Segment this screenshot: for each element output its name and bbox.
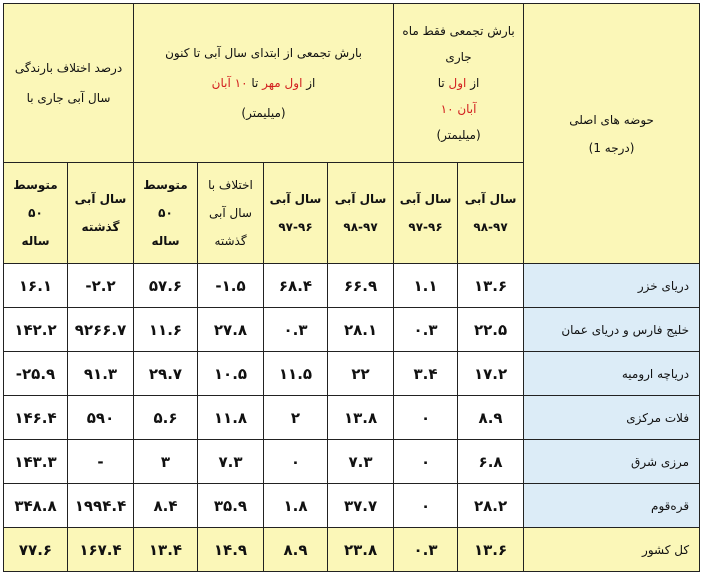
cell-cdiff: ۱۴.۹ [198,528,264,572]
cell-cavg: ۵۷.۶ [134,264,198,308]
cell-pprev: ۹۱.۳ [68,352,134,396]
cell-c9697: ۱۱.۵ [264,352,328,396]
cell-m9697: ۰ [394,396,458,440]
cell-pavg: -۲۵.۹ [4,352,68,396]
table-row [4,352,700,396]
cell-c9798: ۳۷.۷ [328,484,394,528]
cell-c9798: ۲۳.۸ [328,528,394,572]
basin-name: دریای خزر [524,264,700,308]
cell-cdiff: ۲۷.۸ [198,308,264,352]
sub-prev-year: سال آبی گذشته [68,163,134,264]
basin-name: قره‌قوم [524,484,700,528]
cell-m9798: ۱۳.۶ [458,528,524,572]
sub-month-9798: سال آبی ۹۸-۹۷ [458,163,524,264]
cell-c9798: ۲۲ [328,352,394,396]
table-row [4,396,700,440]
sub-cum-9798: سال آبی ۹۸-۹۷ [328,163,394,264]
cell-c9798: ۱۳.۸ [328,396,394,440]
cell-pavg: ۳۴۸.۸ [4,484,68,528]
cell-c9697: ۸.۹ [264,528,328,572]
basin-name: کل کشور [524,528,700,572]
cell-pavg: ۱۴۶.۴ [4,396,68,440]
sub-avg50: متوسط ۵۰ ساله [134,163,198,264]
cumulative-header: بارش تجمعی از ابتدای سال آبی تا کنون از اول مهر تا ۱۰ آبان (میلیمتر) [134,4,394,163]
cell-cavg: ۵.۶ [134,396,198,440]
cell-m9798: ۱۷.۲ [458,352,524,396]
diff-percent-header: درصد اختلاف بارندگی سال آبی جاری با [4,4,134,163]
cell-m9697: ۳.۴ [394,352,458,396]
cell-m9697: ۰.۳ [394,308,458,352]
cell-c9697: ۲ [264,396,328,440]
cell-cdiff: -۱.۵ [198,264,264,308]
sub-month-9697: سال آبی ۹۷-۹۶ [394,163,458,264]
cell-cavg: ۳ [134,440,198,484]
cell-m9697: ۰ [394,484,458,528]
cell-m9798: ۱۳.۶ [458,264,524,308]
cell-m9697: ۱.۱ [394,264,458,308]
cell-m9798: ۸.۹ [458,396,524,440]
cell-c9697: ۱.۸ [264,484,328,528]
cell-pprev: ۱۹۹۴.۴ [68,484,134,528]
cell-pprev: ۹۲۶۶.۷ [68,308,134,352]
basin-name: مرزی شرق [524,440,700,484]
cell-c9697: ۰ [264,440,328,484]
cell-cdiff: ۳۵.۹ [198,484,264,528]
cell-cavg: ۲۹.۷ [134,352,198,396]
cell-cdiff: ۷.۳ [198,440,264,484]
cell-pprev: - [68,440,134,484]
rainfall-table [3,3,700,572]
basin-header: حوضه های اصلی (درجه 1) [524,4,700,264]
cell-pavg: ۷۷.۶ [4,528,68,572]
cell-c9798: ۷.۳ [328,440,394,484]
cell-m9798: ۶.۸ [458,440,524,484]
basin-name: فلات مرکزی [524,396,700,440]
cell-cdiff: ۱۱.۸ [198,396,264,440]
cell-pprev: ۱۶۷.۴ [68,528,134,572]
month-header: بارش تجمعی فقط ماه جاری از اول تا آبان ۱۰ (میلیمتر) [394,4,524,163]
table-row [4,264,700,308]
total-row [4,528,700,572]
cell-pavg: ۱۴۳.۳ [4,440,68,484]
cell-pavg: ۱۶.۱ [4,264,68,308]
sub-avg50-diff: متوسط ۵۰ ساله [4,163,68,264]
sub-diff-prev: اختلاف با سال آبی گذشته [198,163,264,264]
cell-cavg: ۸.۴ [134,484,198,528]
basin-name: خلیج فارس و دریای عمان [524,308,700,352]
table-row [4,440,700,484]
cell-c9798: ۶۶.۹ [328,264,394,308]
basin-name: دریاچه ارومیه [524,352,700,396]
cell-m9697: ۰ [394,440,458,484]
cell-pprev: ۵۹۰ [68,396,134,440]
cell-c9798: ۲۸.۱ [328,308,394,352]
cell-m9697: ۰.۳ [394,528,458,572]
sub-cum-9697: سال آبی ۹۷-۹۶ [264,163,328,264]
cell-pprev: -۲.۲ [68,264,134,308]
table-row [4,484,700,528]
cell-cdiff: ۱۰.۵ [198,352,264,396]
header-row-1 [4,4,700,163]
cell-m9798: ۲۲.۵ [458,308,524,352]
cell-pavg: ۱۴۲.۲ [4,308,68,352]
cell-m9798: ۲۸.۲ [458,484,524,528]
cell-c9697: ۶۸.۴ [264,264,328,308]
cell-cavg: ۱۱.۶ [134,308,198,352]
table-row [4,308,700,352]
cell-cavg: ۱۳.۴ [134,528,198,572]
cell-c9697: ۰.۳ [264,308,328,352]
